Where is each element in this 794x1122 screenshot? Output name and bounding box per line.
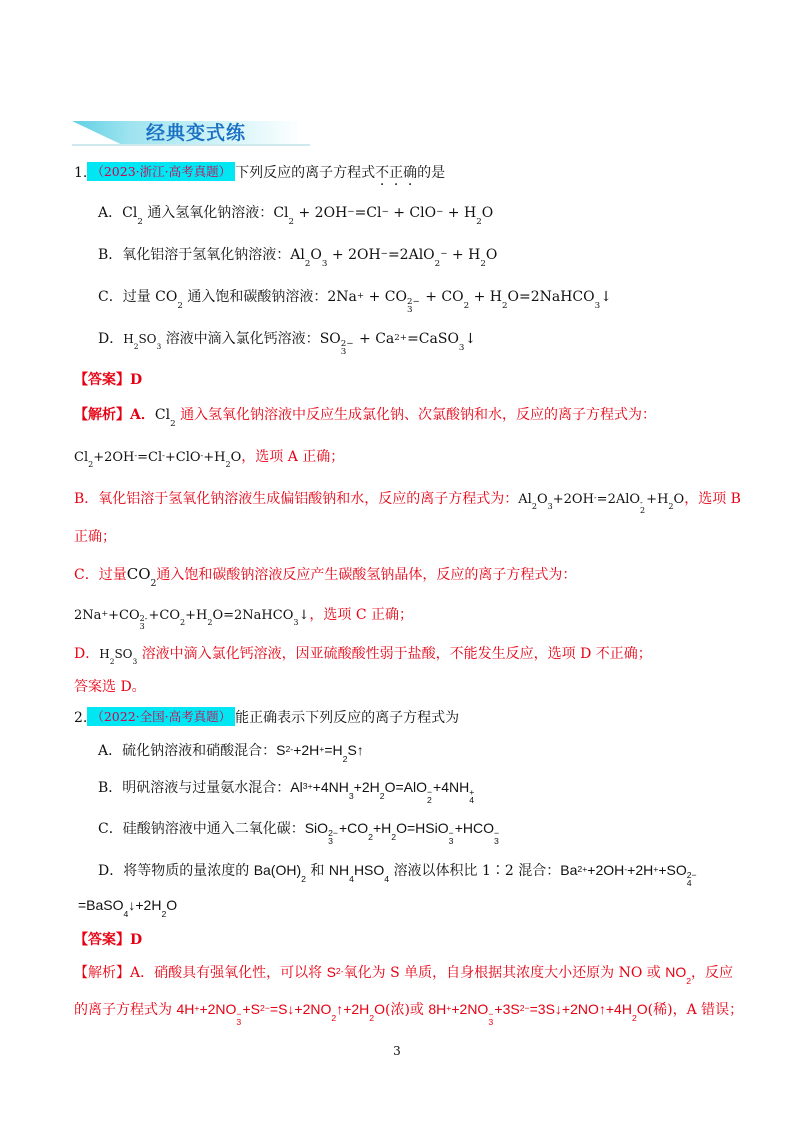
question-2-option-c: C．硅酸钠溶液中通入二氧化碳：SiO 2− 3 $+CO_2+H_2O=HSiO$ − 3 +HCO − 3	[98, 820, 500, 846]
question-2-option-b: B．明矾溶液与过量氨水混合：$Al^{3+}+4NH_3+2H_2O=AlO$ − 2 +4NH + 4	[98, 779, 475, 805]
question-1-option-c: C．过量 $CO_2$ 通入饱和碳酸钠溶液：2Na+ + CO 2− 3 + $CO_2$ + $H_2O=2NaHCO_3↓$	[98, 289, 612, 315]
question-1-option-a: A．$Cl_2$ 通入氢氧化钠溶液：$Cl_2 + 2OH^-=Cl^- + ClO^- + H_2O$	[98, 205, 494, 227]
question-1-analysis-a: 【解析】A．$Cl_2$ 通入氢氧化钠溶液中反应生成氯化钠、次氯酸钠和水，反应的离子方程式为：	[74, 407, 657, 429]
question-1-final-answer: 答案选 D。	[74, 679, 146, 695]
question-1-source-tag: （2023·浙江·高考真题）	[87, 162, 235, 181]
question-2-source-tag: （2022·全国·高考真题）	[87, 707, 235, 726]
question-2-answer: 【答案】D	[74, 932, 143, 948]
question-1-option-d: D．$H_2SO_3$ 溶液中滴入氯化钙溶液：SO 2− 3 + $Ca^{2+}=CaSO_3↓$	[98, 331, 477, 357]
question-1-stem: 1. （2023·浙江·高考真题） 下列反应的离子方程式不正确的是	[74, 164, 446, 181]
page-number: 3	[393, 1044, 401, 1058]
question-2-option-a: A．硫化钠溶液和硝酸混合：$S^{2-}+2H^+=H_2S↑$	[98, 742, 364, 764]
question-1-analysis-c: C．过量$CO_2$通入饱和碳酸钠溶液反应产生碳酸氢钠晶体，反应的离子方程式为：	[74, 565, 577, 590]
question-1-analysis-a-equation: $Cl_2+2OH^-=Cl^-+ClO^-+H_2O$，选项 A 正确；	[74, 449, 345, 470]
question-1-analysis-c-equation: 2Na++CO 2- 3 $+CO_2+H_2O=2NaHCO_3↓$，选项 C 正确；	[74, 607, 414, 632]
question-2-option-d-wrap: $=BaSO_4↓+2H_2O$	[78, 897, 178, 919]
section-title: 经典变式练	[146, 122, 247, 144]
question-2-option-d: D．将等物质的量浓度的 $Ba(OH)_2$ 和 $NH_4HSO_4$ 溶液以体积比 1∶2 混合：$Ba^{2+}+2OH^-+2H^++SO$ 2− 4	[98, 862, 697, 888]
question-1-analysis-d: D．$H_2SO_3$ 溶液中滴入氯化钙溶液，因亚硫酸酸性弱于盐酸，不能发生反应，选项 D 不正确；	[74, 646, 652, 666]
question-1-number: 1.	[74, 165, 88, 181]
question-2-analysis-line-2: 的离子方程式为 4H++2NO − 3 $+S^{2-}=S↓+2NO_2↑+2H_2O$(浓)或 8H++2NO − 3 $+3S^{2-}=3S↓+2NO↑+4H_2O$(稀)，A 错误；	[74, 1001, 744, 1027]
question-2-stem: 2. （2022·全国·高考真题） 能正确表示下列反应的离子方程式为	[74, 709, 460, 726]
question-2-analysis-line-1: 【解析】A．硝酸具有强氧化性，可以将 $S^{2-}$氧化为 S 单质，自身根据其浓度大小还原为 NO 或 $NO_2$，反应	[74, 964, 734, 986]
question-1-analysis-b-wrap: 正确；	[74, 529, 116, 545]
question-2-number: 2.	[74, 710, 88, 726]
question-1-analysis-b: B．氧化铝溶于氢氧化钠溶液生成偏铝酸钠和水，反应的离子方程式为：$Al_2O_3+2OH^-=2AlO$ - 2 $+H_2O$，选项 B	[74, 491, 741, 516]
question-1-option-b: B．氧化铝溶于氢氧化钠溶液：$Al_2O_3 + 2OH^-=2AlO_2^- + H_2O$	[98, 247, 498, 269]
question-1-answer: 【答案】D	[74, 372, 143, 388]
